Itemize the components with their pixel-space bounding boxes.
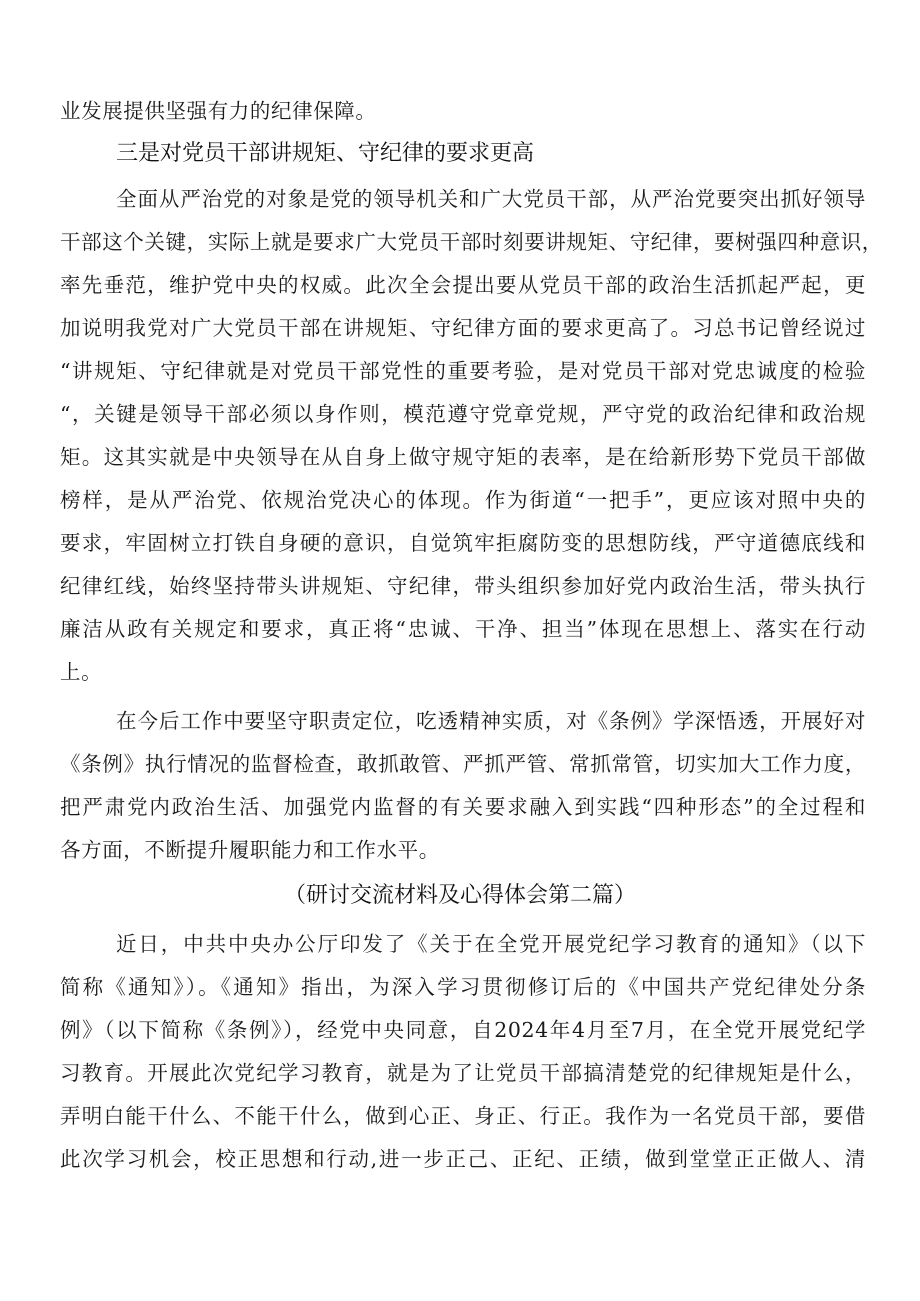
para1-line: 干部这个关键，实际上就是要求广大党员干部时刻要讲规矩、守纪律，要树强四种意识， <box>60 230 883 254</box>
para3-line: 习教育。开展此次党纪学习教育，就是为了让党员干部搞清楚党的纪律规矩是什么， <box>60 1061 866 1085</box>
para1-line: 全面从严治党的对象是党的领导机关和广大党员干部，从严治党要突出抓好领导 <box>116 187 866 211</box>
para2-line: 《条例》执行情况的监督检查，敢抓敢管、严抓严管、常抓常管，切实加大工作力度， <box>60 752 866 776</box>
text-line: 业发展提供坚强有力的纪律保障。 <box>60 99 377 123</box>
para3-line: 此次学习机会，校正思想和行动,进一步正己、正纪、正绩，做到堂堂正正做人、清 <box>60 1147 866 1171</box>
para1-line: 要求，牢固树立打铁自身硬的意识，自觉筑牢拒腐防变的思想防线，严守道德底线和 <box>60 531 866 555</box>
para1-line: 上。 <box>60 660 103 684</box>
para3-line: 简称《通知》）。《通知》指出，为深入学习贯彻修订后的《中国共产党纪律处分条 <box>60 975 866 999</box>
para3-line: 例》（以下简称《条例》），经党中央同意，自2024年4月至7月，在全党开展党纪学 <box>60 1018 866 1042</box>
para2-line: 在今后工作中要坚守职责定位，吃透精神实质，对《条例》学深悟透，开展好对 <box>116 709 866 733</box>
para1-line: 矩。这其实就是中央领导在从自身上做守规守矩的表率，是在给新形势下党员干部做 <box>60 445 866 469</box>
document-title: （研讨交流材料及心得体会第二篇） <box>283 883 636 908</box>
section-heading: 三是对党员干部讲规矩、守纪律的要求更高 <box>116 141 535 166</box>
para1-line: 榜样，是从严治党、依规治党决心的体现。作为街道“一把手”，更应该对照中央的 <box>60 488 866 512</box>
para2-line: 各方面，不断提升履职能力和工作水平。 <box>60 838 440 862</box>
para3-line: 弄明白能干什么、不能干什么，做到心正、身正、行正。我作为一名党员干部，要借 <box>60 1104 866 1128</box>
para1-line: 廉洁从政有关规定和要求，真正将“忠诚、干净、担当”体现在思想上、落实在行动 <box>60 617 866 641</box>
para3-line: 近日，中共中央办公厅印发了《关于在全党开展党纪学习教育的通知》（以下 <box>116 932 866 956</box>
para2-line: 把严肃党内政治生活、加强党内监督的有关要求融入到实践“四种形态”的全过程和 <box>60 795 866 819</box>
para1-line: 纪律红线，始终坚持带头讲规矩、守纪律，带头组织参加好党内政治生活，带头执行 <box>60 574 866 598</box>
para1-line: “讲规矩、守纪律就是对党员干部党性的重要考验，是对党员干部对党忠诚度的检验 <box>60 359 866 383</box>
para1-line: 加说明我党对广大党员干部在讲规矩、守纪律方面的要求更高了。习总书记曾经说过 <box>60 316 866 340</box>
para1-line: 率先垂范，维护党中央的权威。此次全会提出要从党员干部的政治生活抓起严起，更 <box>60 273 866 297</box>
para1-line: “，关键是领导干部必须以身作则，模范遵守党章党规，严守党的政治纪律和政治规 <box>60 402 866 426</box>
